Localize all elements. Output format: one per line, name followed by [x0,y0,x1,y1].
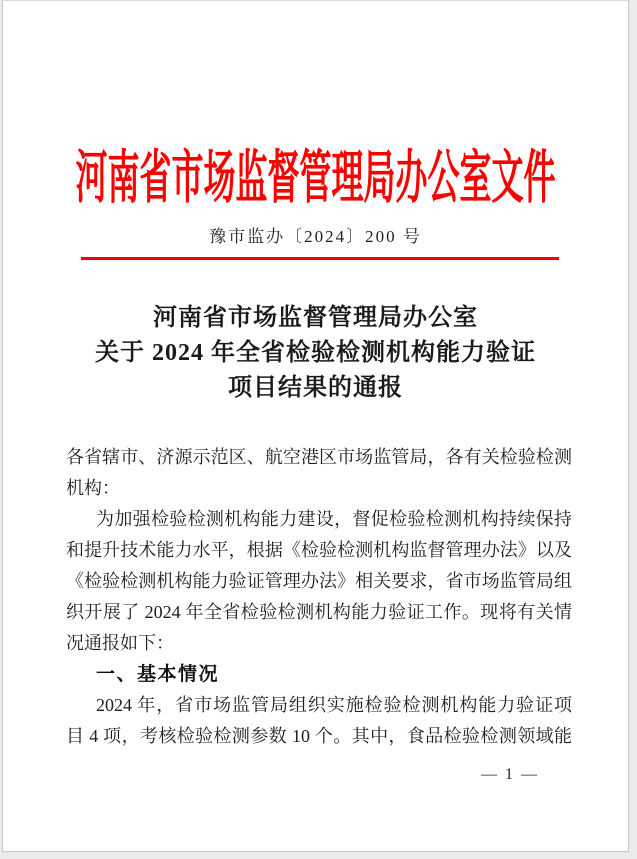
document-title-line-2: 关于 2024 年全省检验检测机构能力验证 [95,340,536,366]
page-number: — 1 — [481,766,539,783]
section-heading: 一、基本情况 [96,664,220,685]
body-line: 目 4 项，考核检验检测参数 10 个。其中，食品检验检测领域能 [66,726,572,746]
red-divider-line [81,257,559,260]
body-line: 况通报如下： [66,633,174,653]
body-line: 机构： [66,478,120,498]
body-line: 为加强检验检测机构能力建设，督促检验检测机构持续保持 [96,509,572,529]
doc-number: 豫市监办〔2024〕200 号 [209,227,422,246]
body-line: 各省辖市、济源示范区、航空港区市场监管局，各有关检验检测 [66,447,572,467]
document-title-line-1: 河南省市场监督管理局办公室 [153,305,478,331]
body-line: 织开展了 2024 年全省检验检测机构能力验证工作。现将有关情 [66,602,572,622]
document-title [3,301,628,406]
body-line: 《检验检测机构能力验证管理办法》相关要求，省市场监管局组 [66,571,572,591]
letterhead-title: 河南省市场监督管理局办公室文件 [75,144,556,210]
body-line: 和提升技术能力水平，根据《检验检测机构监督管理办法》以及 [66,540,572,560]
body-line: 2024 年，省市场监管局组织实施检验检测机构能力验证项 [96,695,572,715]
document-title-line-3: 项目结果的通报 [228,375,403,401]
document-body [66,442,572,752]
document-page [2,0,629,852]
